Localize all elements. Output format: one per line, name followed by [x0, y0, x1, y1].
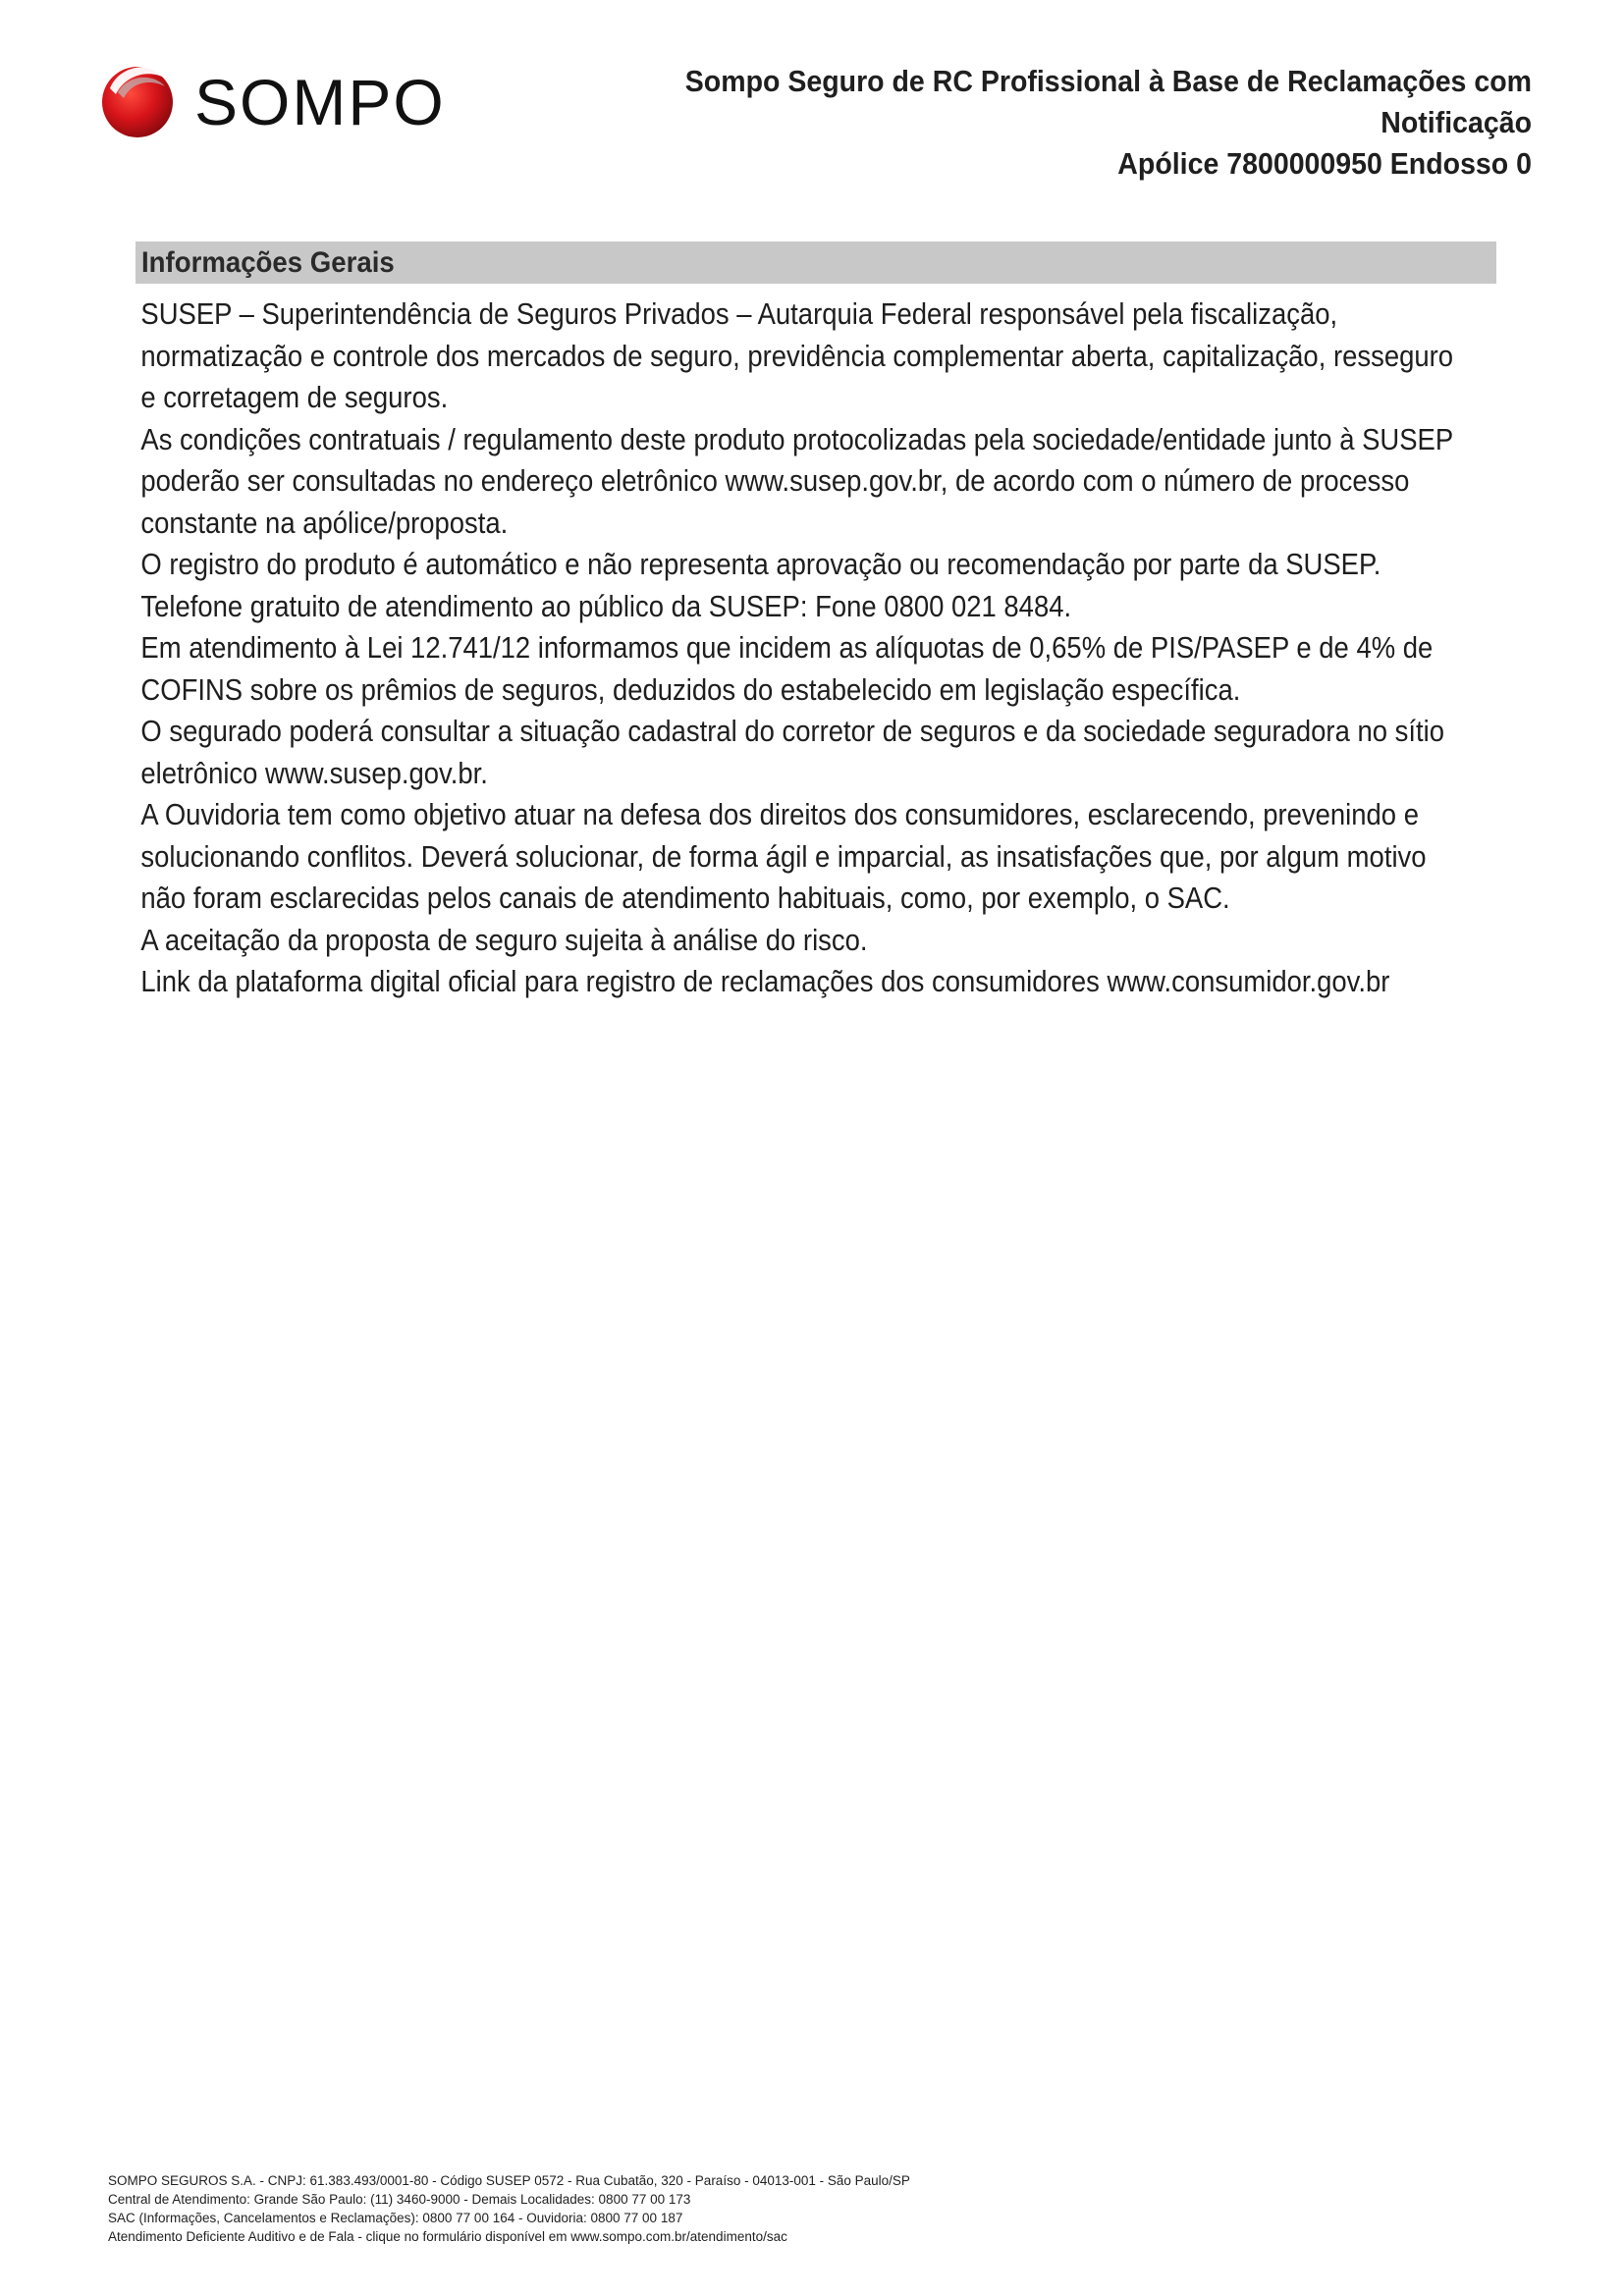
paragraph-phone: Telefone gratuito de atendimento ao público da SUSEP: Fone 0800 021 8484.	[140, 589, 1072, 623]
section-body	[135, 294, 1466, 1003]
footer-line-central: Central de Atendimento: Grande São Paulo: (11) 3460-9000 - Demais Localidades: 0800 77 00 173	[108, 2192, 691, 2207]
paragraph-ombudsman: A Ouvidoria tem como objetivo atuar na defesa dos direitos dos consumidores, esclarecendo, prevenindo e solucionando conflitos. Deverá solucionar, de forma ágil e imparcial, as insatisfações que, por algum motivo não foram esclarecidas pelos canais de atendimento habituais, como, por exemplo, o SAC.	[140, 798, 1427, 915]
footer-line-sac: SAC (Informações, Cancelamentos e Reclamações): 0800 77 00 164 - Ouvidoria: 0800 77 00 187	[108, 2211, 683, 2225]
paragraph-consumer-link: Link da plataforma digital oficial para registro de reclamações dos consumidores www.consumidor.gov.br	[140, 965, 1390, 998]
paragraph-broker-status: O segurado poderá consultar a situação cadastral do corretor de seguros e da sociedade seguradora no sítio eletrônico www.susep.gov.br.	[140, 715, 1444, 790]
footer-line-company: SOMPO SEGUROS S.A. - CNPJ: 61.383.493/0001-80 - Código SUSEP 0572 - Rua Cubatão, 320 - Paraíso - 04013-001 - São Paulo/SP	[108, 2173, 910, 2188]
paragraph-susep: SUSEP – Superintendência de Seguros Privados – Autarquia Federal responsável pela fiscalização, normatização e controle dos mercados de seguro, previdência complementar aberta, capitalização, resseguro e corretagem de seguros.	[140, 297, 1454, 414]
page-footer	[108, 2171, 1286, 2246]
paragraph-registration: O registro do produto é automático e não representa aprovação ou recomendação por parte da SUSEP.	[140, 548, 1381, 581]
logo-wordmark: SOMPO	[194, 66, 446, 138]
section-title: Informações Gerais	[141, 246, 395, 279]
policy-number: Apólice 7800000950 Endosso 0	[1117, 146, 1532, 181]
document-header	[574, 61, 1532, 185]
paragraph-conditions: As condições contratuais / regulamento deste produto protocolizadas pela sociedade/entidade junto à SUSEP poderão ser consultadas no endereço eletrônico www.susep.gov.br, de acordo com o número de processo constante na apólice/proposta.	[140, 422, 1453, 540]
general-info-section	[135, 241, 1496, 1003]
paragraph-acceptance: A aceitação da proposta de seguro sujeita à análise do risco.	[140, 923, 868, 957]
paragraph-taxes: Em atendimento à Lei 12.741/12 informamos que incidem as alíquotas de 0,65% de PIS/PASEP e de 4% de COFINS sobre os prêmios de seguros, deduzidos do estabelecido em legislação específica.	[140, 631, 1434, 707]
footer-line-accessibility: Atendimento Deficiente Auditivo e de Fala - clique no formulário disponível em www.sompo.com.br/atendimento/sac	[108, 2229, 787, 2244]
document-title: Sompo Seguro de RC Profissional à Base de Reclamações com Notificação	[684, 64, 1532, 139]
section-title-bar	[135, 241, 1496, 284]
sompo-logo	[98, 59, 461, 139]
sompo-logo-icon	[98, 59, 179, 139]
